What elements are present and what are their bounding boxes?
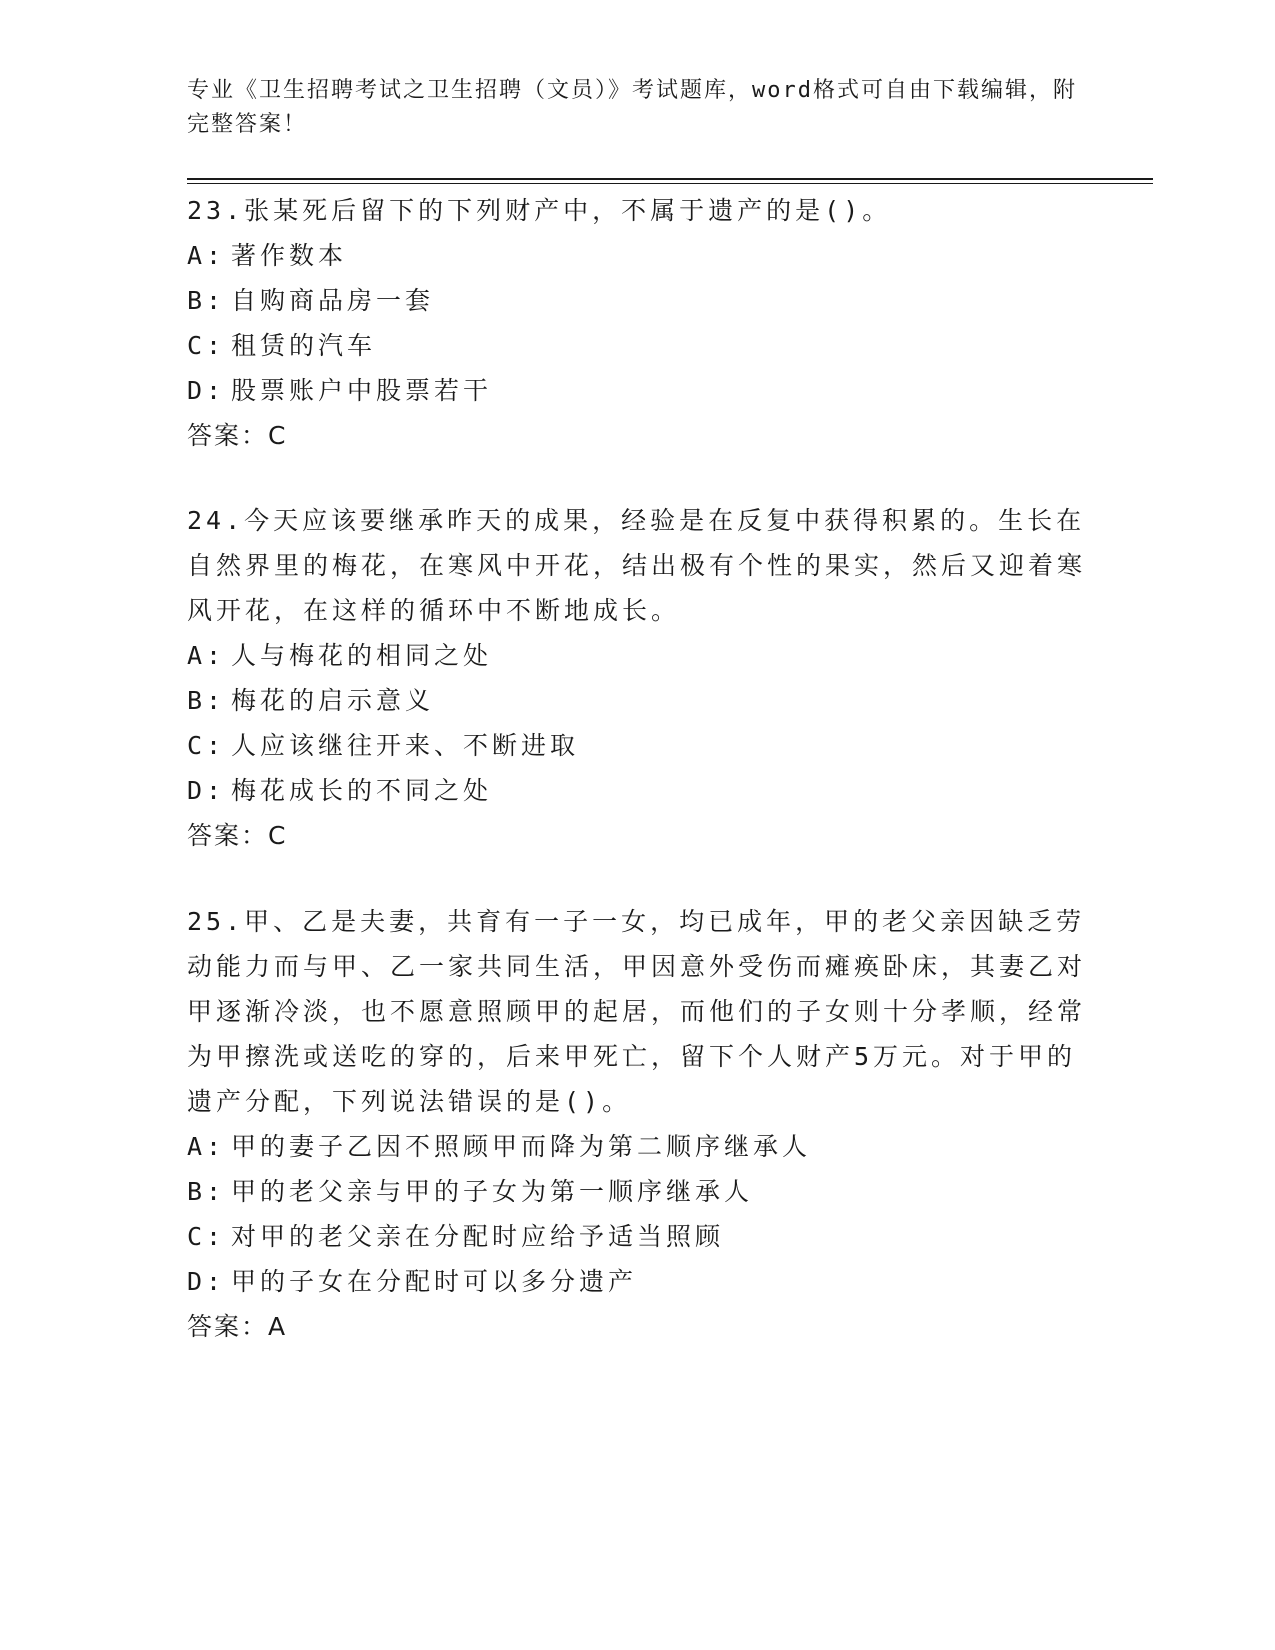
option-a: [187, 633, 1087, 678]
option-b: [187, 678, 1087, 723]
option-a: [187, 233, 1087, 278]
option-text: 甲的老父亲与甲的子女为第一顺序继承人: [231, 1177, 754, 1206]
option-letter: C:: [187, 331, 226, 360]
option-c: [187, 1214, 1087, 1259]
option-text: 梅花的启示意义: [231, 686, 435, 715]
option-letter: C:: [187, 731, 226, 760]
answer-line: 答案：C: [187, 821, 288, 850]
answer-line: 答案：C: [187, 421, 288, 450]
option-letter: D:: [187, 776, 226, 805]
header-rule-thin: [187, 183, 1153, 184]
option-text: 人与梅花的相同之处: [231, 641, 493, 670]
option-text: 人应该继往开来、不断进取: [231, 731, 580, 760]
option-letter: C:: [187, 1222, 226, 1251]
option-letter: D:: [187, 1267, 226, 1296]
option-c: [187, 723, 1087, 768]
option-letter: A:: [187, 641, 226, 670]
question-23: [187, 188, 1087, 458]
option-c: [187, 323, 1087, 368]
option-letter: A:: [187, 241, 226, 270]
option-letter: B:: [187, 1177, 226, 1206]
option-d: [187, 768, 1087, 813]
option-text: 对甲的老父亲在分配时应给予适当照顾: [231, 1222, 725, 1251]
question-stem: 25.甲、乙是夫妻，共育有一子一女，均已成年，甲的老父亲因缺乏劳动能力而与甲、乙一家共同生活，甲因意外受伤而瘫痪卧床，其妻乙对甲逐渐冷淡，也不愿意照顾甲的起居，而他们的子女则十分孝顺，经常为甲擦洗或送吃的穿的，后来甲死亡，留下个人财产5万元。对于甲的遗产分配，下列说法错误的是()。: [187, 907, 1087, 1116]
option-letter: A:: [187, 1132, 226, 1161]
option-text: 自购商品房一套: [231, 286, 435, 315]
option-d: [187, 1259, 1087, 1304]
option-text: 租赁的汽车: [231, 331, 377, 360]
document-header: 专业《卫生招聘考试之卫生招聘（文员）》考试题库，word格式可自由下载编辑，附完整答案！: [187, 78, 1077, 137]
option-d: [187, 368, 1087, 413]
question-24: [187, 498, 1087, 858]
option-b: [187, 278, 1087, 323]
question-stem: 24.今天应该要继承昨天的成果，经验是在反复中获得积累的。生长在自然界里的梅花，在寒风中开花，结出极有个性的果实，然后又迎着寒风开花，在这样的循环中不断地成长。: [187, 506, 1087, 625]
question-25: [187, 899, 1087, 1349]
header-rule-thick: [187, 178, 1153, 180]
option-b: [187, 1169, 1087, 1214]
option-text: 甲的妻子乙因不照顾甲而降为第二顺序继承人: [231, 1132, 812, 1161]
question-stem: 23.张某死后留下的下列财产中，不属于遗产的是()。: [187, 196, 892, 225]
option-letter: B:: [187, 686, 226, 715]
option-letter: B:: [187, 286, 226, 315]
answer-line: 答案：A: [187, 1312, 288, 1341]
option-a: [187, 1124, 1087, 1169]
option-text: 梅花成长的不同之处: [231, 776, 493, 805]
option-text: 甲的子女在分配时可以多分遗产: [231, 1267, 638, 1296]
option-text: 股票账户中股票若干: [231, 376, 493, 405]
option-letter: D:: [187, 376, 226, 405]
option-text: 著作数本: [231, 241, 348, 270]
